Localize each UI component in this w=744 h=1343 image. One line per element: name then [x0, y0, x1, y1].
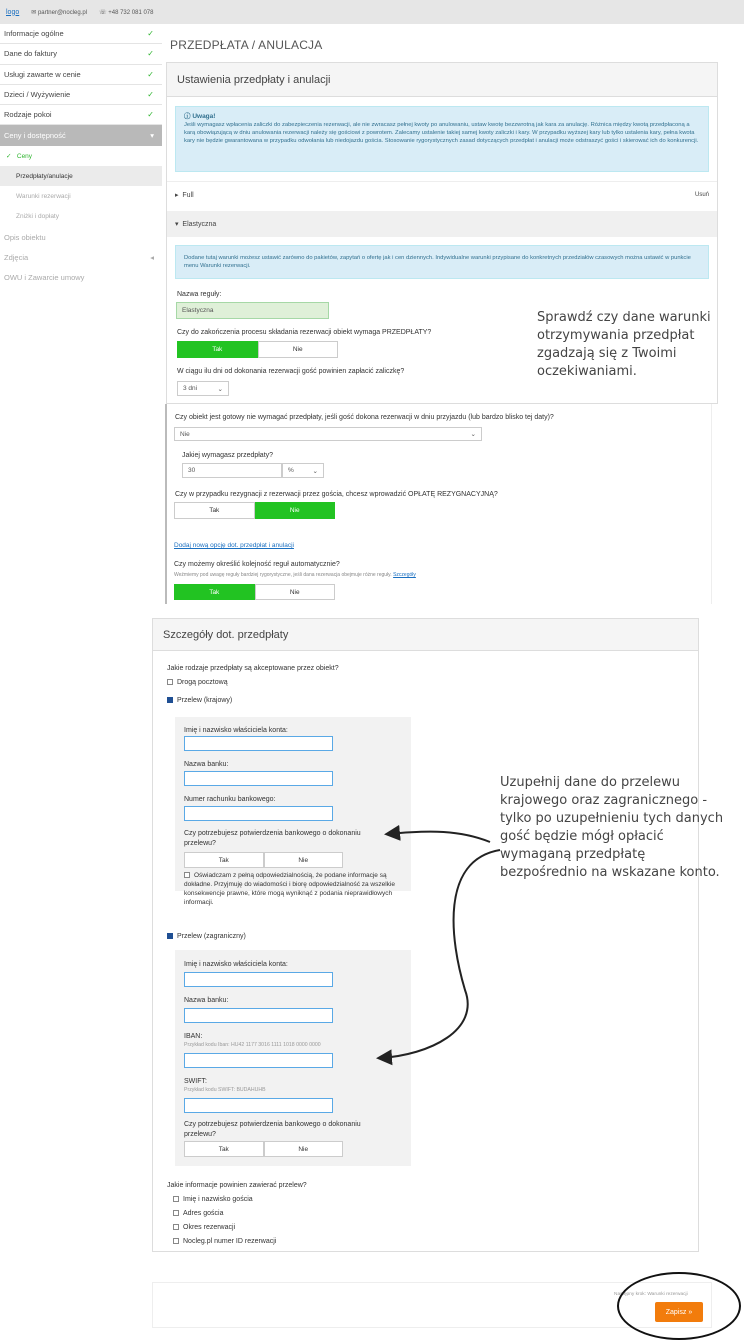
sidebar-item-label: Opis obiektu: [4, 232, 46, 242]
arrow-to-foreign: [380, 850, 500, 1058]
foreign-confirm-toggle: [184, 1141, 343, 1157]
chevron-down-icon: ⌄: [470, 431, 476, 438]
bank-input[interactable]: [184, 771, 333, 786]
swift-label: SWIFT:: [184, 1078, 207, 1085]
fee-yes-button[interactable]: Tak: [174, 502, 255, 519]
check-icon: ✓: [147, 69, 154, 79]
sidebar-item-label: Usługi zawarte w cenie: [4, 69, 81, 79]
checkbox[interactable]: [184, 872, 190, 878]
rule-name: Full: [182, 191, 194, 199]
amount-unit-select[interactable]: [282, 463, 324, 478]
amount-input[interactable]: 30: [182, 463, 282, 478]
prepay-question: Czy do zakończenia procesu składania rezerwacji obiekt wymaga PRZEDPŁATY?: [177, 329, 432, 336]
option-label: Drogą pocztową: [177, 679, 228, 686]
checkbox-checked[interactable]: [167, 697, 173, 703]
same-day-select[interactable]: [174, 427, 482, 441]
sidebar-subitem-conditions[interactable]: [0, 186, 162, 206]
order-hint: [174, 572, 416, 578]
info-icon: ⓘ: [184, 113, 191, 120]
panel-title: Ustawienia przedpłaty i anulacji: [167, 63, 717, 97]
bank-label: Nazwa banku:: [184, 761, 229, 768]
sidebar-item-general[interactable]: [0, 24, 162, 44]
foreign-owner-input[interactable]: [184, 972, 333, 987]
confirm-toggle: [184, 852, 343, 868]
highlight-circle: [617, 1272, 741, 1340]
sidebar-subitem-prepayments[interactable]: [0, 166, 162, 186]
sidebar-subitem-prices[interactable]: [0, 146, 162, 166]
iban-label: IBAN:: [184, 1033, 203, 1040]
info-option[interactable]: [173, 1196, 253, 1203]
chevron-down-icon: ⌄: [217, 385, 223, 393]
owner-input[interactable]: [184, 736, 333, 751]
sidebar-item-label: Zdjęcia: [4, 252, 29, 262]
phone-text: +48 732 081 078: [108, 9, 154, 16]
bank-label: Nazwa banku:: [184, 997, 229, 1004]
logo[interactable]: logo: [6, 8, 20, 16]
sidebar-item-label: Ceny i dostępność: [4, 131, 66, 141]
sidebar-item-prices[interactable]: [0, 125, 162, 145]
panel-title: Szczegóły dot. przedpłaty: [153, 619, 698, 651]
sidebar-subitem-label: Warunki rezerwacji: [16, 193, 71, 201]
fee-question: Czy w przypadku rezygnacji z rezerwacji przez gościa, chcesz wprowadzić OPŁATĘ REZYGNACYJNĄ?: [175, 491, 498, 498]
rule-row-full[interactable]: [167, 181, 717, 207]
confirm-question: Czy potrzebujesz potwierdzenia bankowego o dokonaniu przelewu?: [184, 1121, 361, 1138]
days-select[interactable]: [177, 381, 229, 396]
order-no-button[interactable]: Nie: [255, 584, 336, 600]
account-label: Numer rachunku bankowego:: [184, 796, 276, 803]
chevron-down-icon: ⌄: [312, 467, 318, 475]
option-foreign[interactable]: [167, 933, 246, 940]
option-label: Imię i nazwisko gościa: [183, 1196, 253, 1203]
confirm-yes-button[interactable]: Tak: [184, 852, 264, 868]
order-yes-button[interactable]: Tak: [174, 584, 255, 600]
next-step-hint: Następny krok: Warunki rezerwacji: [614, 1292, 688, 1297]
sidebar-subitem-label: Zniżki i dopłaty: [16, 213, 59, 221]
checkbox-checked[interactable]: [167, 933, 173, 939]
amount-question: Jakiej wymagasz przedpłaty?: [182, 452, 274, 459]
amount-unit-value: %: [288, 467, 294, 474]
sidebar-item-invoice[interactable]: [0, 44, 162, 64]
info-question: Jakie informacje powinien zawierać przelew?: [167, 1182, 307, 1189]
details-link[interactable]: Szczegóły: [393, 572, 416, 578]
swift-hint: Przykład kodu SWIFT: BUDAHUHB: [184, 1087, 266, 1093]
option-post[interactable]: [167, 679, 228, 686]
email-contact: [31, 9, 87, 16]
option-label: Przelew (krajowy): [177, 697, 233, 704]
check-icon: ✓: [147, 29, 154, 39]
caret-down-icon: ▾: [175, 221, 179, 228]
sidebar-item-label: Dane do faktury: [4, 49, 57, 59]
caret-down-icon: ▾: [150, 131, 154, 141]
info-text: Dodane tutaj warunki możesz ustawić zarówno do pakietów, zapytań o ofertę jak i cen dziennych. Indywidualne warunki przypisane do konkretnych przedziałów czasowych można ustawić w punkcie menu Warunki rezerwacji.: [184, 255, 691, 269]
check-icon: ✓: [147, 90, 154, 100]
caret-left-icon: ◂: [150, 252, 154, 262]
owner-label: Imię i nazwisko właściciela konta:: [184, 727, 288, 734]
alert-title: Uwaga!: [192, 113, 216, 120]
sidebar-item-description[interactable]: [0, 227, 162, 247]
check-icon: ✓: [147, 110, 154, 120]
owner-label: Imię i nazwisko właściciela konta:: [184, 961, 288, 968]
checkbox[interactable]: [173, 1224, 179, 1230]
sidebar-item-services[interactable]: [0, 65, 162, 85]
rule-row-flexible[interactable]: [167, 211, 717, 237]
declaration-text: Oświadczam z pełną odpowiedzialnością, że podane informacje są dokładne. Przyjmuję do wiadomości i biorę odpowiedzialność za wszelkie konsekwencje prawne, które mogą wyniknąć z podania nieprawidłowych informacji.: [184, 872, 395, 906]
check-icon: ✓: [6, 152, 12, 160]
option-label: Nocleg.pl numer ID rezerwacji: [183, 1238, 277, 1245]
order-toggle: [174, 584, 335, 600]
sidebar-item-label: Informacje ogólne: [4, 29, 64, 39]
foreign-bank-input[interactable]: [184, 1008, 333, 1023]
confirm-question: Czy potrzebujesz potwierdzenia bankowego o dokonaniu przelewu?: [184, 830, 361, 847]
checkbox[interactable]: [173, 1196, 179, 1202]
info-option[interactable]: [173, 1238, 276, 1245]
sidebar-item-label: OWU i Zawarcie umowy: [4, 273, 85, 283]
prepay-yes-button[interactable]: Tak: [177, 341, 258, 358]
sidebar: [0, 24, 162, 294]
annotation-arrows: [370, 820, 510, 1070]
sidebar-subitem-label: Ceny: [16, 152, 33, 160]
iban-hint: Przykład kodu Iban: HU42 1177 3016 1111 1018 0000 0000: [184, 1042, 321, 1048]
sidebar-subitem-discounts[interactable]: [0, 207, 162, 227]
foreign-confirm-yes-button[interactable]: Tak: [184, 1141, 264, 1157]
checkbox[interactable]: [173, 1210, 179, 1216]
envelope-icon: ✉: [31, 9, 37, 16]
page-title: PRZEDPŁATA / ANULACJA: [170, 38, 323, 52]
iban-input[interactable]: [184, 1053, 333, 1068]
info-alert: [175, 245, 709, 279]
days-question: W ciągu ilu dni od dokonania rezerwacji gość powinien zapłacić zaliczkę?: [177, 368, 405, 375]
info-option[interactable]: [173, 1210, 223, 1217]
phone-contact: [99, 9, 153, 16]
order-question: Czy możemy określić kolejność reguł automatycznie?: [174, 561, 340, 568]
confirm-no-button[interactable]: Nie: [264, 852, 344, 868]
alert-text: Jeśli wymagasz wpłacenia zaliczki do zabezpieczenia rezerwacji, ale nie zwracasz pełnej kwoty po anulowaniu, ustaw kwotę bezzwrotną jak kara za anulację. Różnica między kwotą przedpłaconą a karą obowiązującą w dniu anulowania rezerwacji należy się gościowi z powrotem. Zalecamy ustalenie takiej samej kwoty zaliczki i kary. W przypadku wyższej kary lub tylko ustalenia kary, pełna kwota kary nie będzie gwarantowana w przypadku odwołania lub niedojazdu gościa. Stosowanie rygorystycznych zasad dotyczących przedpłat i anulacji może odstraszyć gości i skierować ich do konkurencji.: [184, 122, 699, 144]
prepayment-options-panel: [165, 404, 712, 604]
sidebar-item-photos[interactable]: [0, 247, 162, 267]
rule-name-input[interactable]: Elastyczna: [176, 302, 329, 319]
note-check-conditions: Sprawdź czy dane warunki otrzymywania przedpłat zgadzają się z Twoimi oczekiwaniami.: [537, 310, 711, 379]
account-input[interactable]: [184, 806, 333, 821]
note-fill-transfer: Uzupełnij dane do przelewu krajowego oraz zagranicznego - tylko po uzupełnieniu tych danych gość będzie mógł opłacić wymaganą przedpłatę bezpośrednio na wskazane konto.: [500, 775, 724, 880]
option-label: Przelew (zagraniczny): [177, 933, 246, 940]
top-bar: [0, 0, 744, 24]
prepay-no-button[interactable]: Nie: [258, 341, 339, 358]
option-label: Adres gościa: [183, 1210, 224, 1217]
types-question: Jakie rodzaje przedpłaty są akceptowane przez obiekt?: [167, 665, 339, 672]
check-icon: ✓: [147, 49, 154, 59]
fee-toggle: [174, 502, 335, 519]
caret-right-icon: ▸: [175, 191, 179, 199]
foreign-confirm-no-button[interactable]: Nie: [264, 1141, 344, 1157]
option-domestic[interactable]: [167, 697, 232, 704]
prepay-toggle: [177, 341, 338, 358]
info-option[interactable]: [173, 1224, 235, 1231]
sidebar-item-children[interactable]: [0, 85, 162, 105]
warning-alert: [175, 106, 709, 172]
fee-no-button[interactable]: Nie: [255, 502, 336, 519]
sidebar-item-label: Rodzaje pokoi: [4, 110, 52, 120]
order-hint-text: Weźmiemy pod uwagę reguły bardziej rygorystyczne, jeśli dana rezerwacja obejmuje różne reguły.: [174, 572, 392, 578]
same-day-value: Nie: [180, 430, 190, 438]
rule-name: Elastyczna: [182, 221, 217, 228]
sidebar-item-label: Dzieci / Wyżywienie: [4, 90, 71, 100]
rule-name-label: Nazwa reguły:: [177, 291, 222, 298]
remove-link[interactable]: Usuń: [694, 191, 709, 198]
checkbox[interactable]: [173, 1238, 179, 1244]
arrow-to-domestic: [388, 832, 490, 842]
checkbox[interactable]: [167, 679, 173, 685]
swift-input[interactable]: [184, 1098, 333, 1113]
save-button[interactable]: Zapisz »: [655, 1302, 703, 1322]
sidebar-item-terms[interactable]: [0, 268, 162, 288]
sidebar-subitem-label: Przedpłaty/anulacje: [16, 172, 73, 180]
email-text: partner@nocleg.pl: [37, 9, 88, 16]
add-option-link[interactable]: Dodaj nową opcję dot. przedpłat i anulacji: [174, 542, 294, 549]
option-label: Okres rezerwacji: [183, 1224, 236, 1231]
days-select-value: 3 dni: [183, 385, 198, 392]
sidebar-item-rooms[interactable]: [0, 105, 162, 125]
phone-icon: ☏: [99, 9, 107, 16]
same-day-question: Czy obiekt jest gotowy nie wymagać przedpłaty, jeśli gość dokona rezerwacji w dniu przyjazdu (lub bardzo blisko tej daty)?: [175, 414, 554, 421]
